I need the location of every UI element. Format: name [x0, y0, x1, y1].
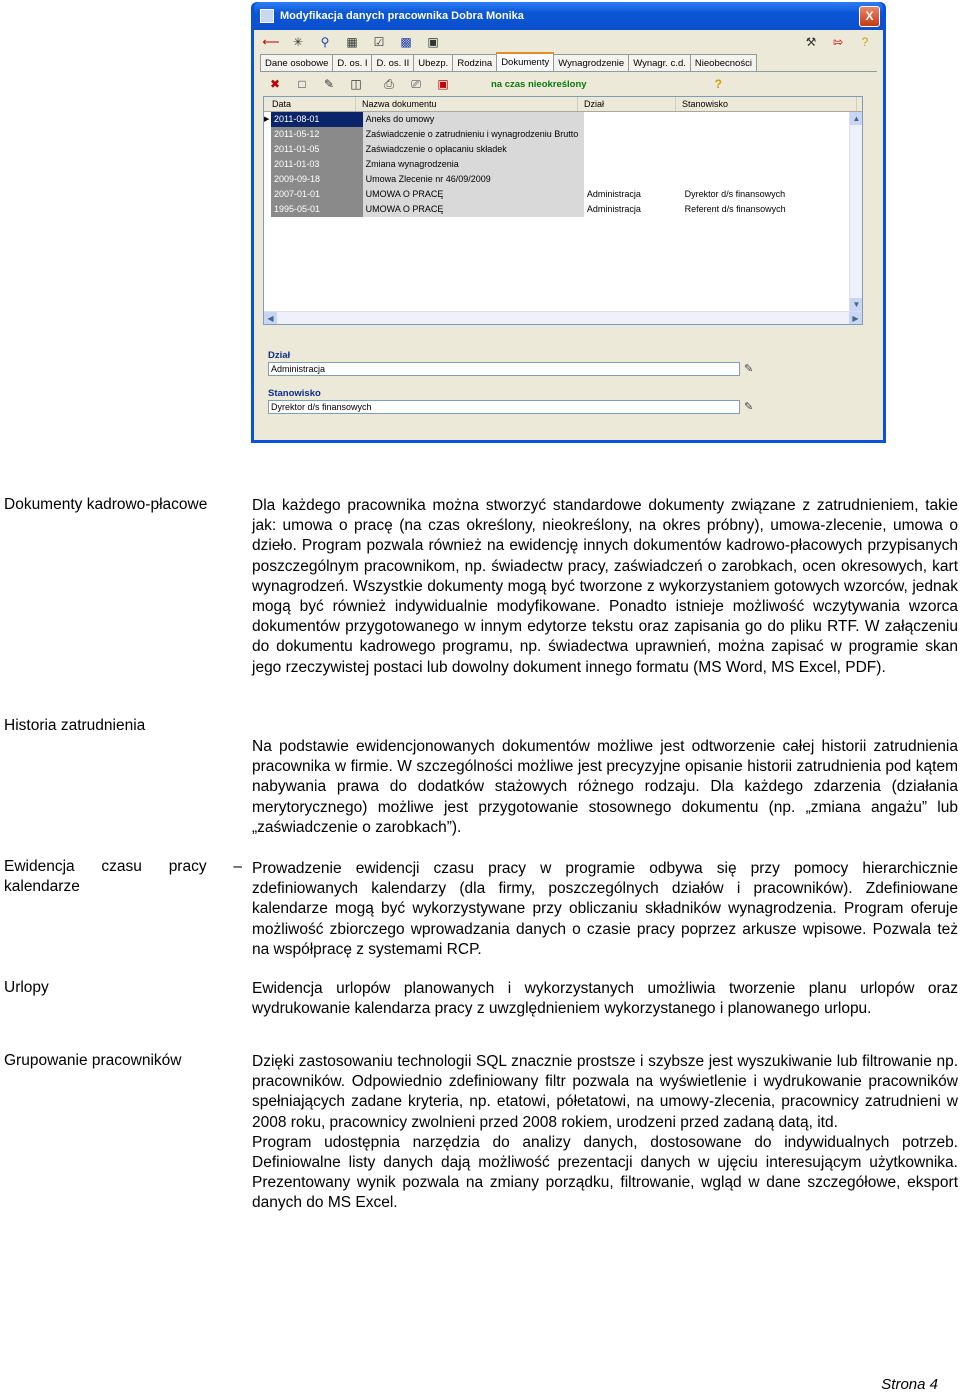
tab-d-os-2[interactable]: D. os. II [371, 54, 414, 71]
column-header-data[interactable]: Data [264, 97, 356, 111]
section-label-ewidencja: Ewidencja czasu pracy – kalendarze [4, 858, 242, 895]
scroll-left-icon[interactable]: ◀ [264, 312, 277, 325]
zoom-icon[interactable]: ⚲ [320, 35, 330, 49]
window-title-bar [254, 2, 883, 30]
cell-date[interactable]: 2011-01-05 [271, 142, 363, 157]
column-header-nazwa[interactable]: Nazwa dokumentu [356, 97, 578, 111]
scroll-up-icon[interactable]: ▲ [850, 112, 863, 125]
vertical-scrollbar[interactable] [849, 112, 862, 311]
section-text-dokumenty: Dla każdego pracownika można stworzyć standardowe dokumenty związane z zatrudnieniem, takie jak: umowa o pracę (na czas określony, nieokreślony, na okres próbny), umowa-zlecenie, umowa o dzieło. Program pozwala również na ewidencję innych dokumentów kadrowo-płacowych przypisanych poszczególnym pracownikom, np. świadectw pracy, zaświadczeń o zarobkach, ocen okresowych, kart wynagrodzeń. Wszystkie dokumenty mogą być tworzone z wykorzystaniem gotowych wzorców, jednak mogą być również indywidualnie modyfikowane. Ponadto istnieje możliwość wczytywania wzorca dokumentów przygotowanego w innym edytorze tekstu oraz zapisania go do pliku RTF. W załączeniu do dokumentu kadrowego programu, np. świadectwa uprawnień, można zapisać w programie skan jego rzeczywistej postaci lub dowolny dokument innego formatu (MS Word, MS Excel, PDF). [252, 497, 958, 676]
row-pointer-icon: ▶ [264, 116, 270, 123]
cell-date[interactable]: 2011-08-01 [271, 112, 363, 127]
contract-status-text: na czas nieokreślony [491, 78, 587, 90]
stanowisko-label: Stanowisko [268, 388, 321, 399]
window-title: Modyfikacja danych pracownika Dobra Monika [280, 10, 524, 22]
print-icon[interactable]: ⎙ [384, 77, 394, 91]
column-header-stanowisko[interactable]: Stanowisko [676, 97, 857, 111]
page-number: Strona 4 [881, 1376, 938, 1393]
cell-dzial[interactable]: Administracja [586, 204, 641, 214]
cell-date[interactable]: 2011-01-03 [271, 157, 363, 172]
cell-stanowisko[interactable]: Referent d/s finansowych [684, 204, 786, 214]
checklist-icon[interactable]: ☑ [373, 35, 385, 49]
cell-stanowisko[interactable] [682, 142, 862, 157]
dzial-picker-icon[interactable]: ✎ [744, 363, 754, 375]
dzial-label: Dział [268, 350, 291, 361]
stanowisko-picker-icon[interactable]: ✎ [744, 401, 754, 413]
main-toolbar [254, 32, 883, 52]
section-text-ewidencja: Prowadzenie ewidencji czasu pracy w programie odbywa się przy pomocy hierarchicznie zdefiniowanych kalendarzy (dla firmy, poszczególnych działów i pracowników). Zdefiniowane kalendarze mogą być wykorzystywane przy obliczaniu składników wynagrodzenia. Program oferuje możliwość zbiorczego wprowadzania danych o czasie pracy poprzez arkusze wpisowe. Pozwala też na współpracę z systemami RCP. [252, 860, 958, 958]
table-row[interactable] [264, 172, 862, 187]
print-preview-icon[interactable]: ⎚ [411, 77, 421, 91]
section-label-grupowanie: Grupowanie pracowników [4, 1052, 182, 1069]
cell-date[interactable]: 2011-05-12 [271, 127, 363, 142]
table-row[interactable] [264, 127, 862, 142]
cell-document-name[interactable]: Zaświadczenie o zatrudnieniu i wynagrodzeniu Brutto [363, 127, 584, 142]
window-body [254, 30, 883, 440]
cell-document-name[interactable]: Zmiana wynagrodzenia [363, 157, 584, 172]
chart-icon[interactable]: ▩ [400, 35, 412, 49]
cell-dzial[interactable] [584, 172, 682, 187]
grupowanie-paragraph-1: Dzięki zastosowaniu technologii SQL znacznie prostsze i szybsze jest wyszukiwanie lub filtrowanie np. pracowników. Odpowiednio zdefiniowany filtr pozwala na wyświetlenie i wydrukowanie pracowników spełniających zadane kryteria, np. etatowi, półetatowi, na umowy-zlecenia, pracownicy zatrudnieni w 2008 roku, pracownicy zwolnieni przed 2008 rokiem, urodzeni przed zadaną datą, itd. [252, 1053, 958, 1131]
tab-rodzina[interactable]: Rodzina [452, 54, 497, 71]
cell-stanowisko[interactable] [682, 112, 862, 127]
new-document-icon[interactable]: □ [298, 77, 306, 91]
tab-dokumenty[interactable]: Dokumenty [496, 52, 554, 71]
table-row[interactable] [264, 202, 862, 217]
stanowisko-field[interactable]: Dyrektor d/s finansowych [268, 400, 740, 414]
cell-document-name[interactable]: UMOWA O PRACĘ [363, 187, 584, 202]
column-header-dzial[interactable]: Dział [578, 97, 676, 111]
app-window [251, 2, 886, 443]
cell-stanowisko[interactable]: Dyrektor d/s finansowych [684, 189, 786, 199]
cell-document-name[interactable]: Umowa Zlecenie nr 46/09/2009 [363, 172, 584, 187]
grupowanie-paragraph-2: Program udostępnia narzędzia do analizy danych, dostosowane do indywidualnych potrzeb. Definiowalne listy danych dają możliwość prezentacji danych w ujęciu interesującym użytkownika. Prezentowany wynik pozwala na zmiany porządku, filtrowanie, wgląd w dane szczegółowe, eksport danych do MS Excel. [252, 1133, 958, 1212]
section-label-dokumenty: Dokumenty kadrowo-płacowe [4, 496, 208, 513]
cell-document-name[interactable]: Aneks do umowy [363, 112, 584, 127]
tab-wynagrodzenie[interactable]: Wynagrodzenie [553, 54, 629, 71]
table-row[interactable] [264, 112, 862, 127]
help-icon[interactable]: ? [861, 35, 869, 49]
delete-icon[interactable]: ✖ [269, 77, 281, 91]
image-icon[interactable]: ▣ [427, 35, 439, 49]
app-icon [260, 9, 274, 23]
section-text-grupowanie [252, 1052, 958, 1214]
cell-stanowisko[interactable] [682, 127, 862, 142]
exit-icon[interactable]: ⇰ [832, 35, 844, 49]
question-icon[interactable]: ? [714, 77, 722, 91]
grid-header [264, 97, 862, 112]
back-arrow-icon[interactable]: ⟵ [262, 35, 280, 49]
cell-date[interactable]: 2009-09-18 [271, 172, 363, 187]
section-label-urlopy: Urlopy [4, 979, 49, 996]
tab-wynagr-cd[interactable]: Wynagr. c.d. [628, 54, 691, 71]
horizontal-scrollbar[interactable] [264, 311, 862, 324]
cell-dzial[interactable] [584, 142, 682, 157]
tab-dane-osobowe[interactable]: Dane osobowe [260, 54, 333, 71]
section-text-urlopy: Ewidencja urlopów planowanych i wykorzystanych umożliwia tworzenie planu urlopów oraz wydrukowanie kalendarza pracy z uwzględnieniem wykorzystanego i planowanego urlopu. [252, 980, 958, 1018]
calendar-icon[interactable]: ▦ [346, 35, 358, 49]
pdf-icon[interactable]: ▣ [437, 77, 449, 91]
documents-grid [263, 96, 863, 325]
scroll-right-icon[interactable]: ▶ [849, 312, 862, 325]
cell-dzial[interactable] [584, 157, 682, 172]
dzial-field[interactable]: Administracja [268, 362, 740, 376]
table-row[interactable] [264, 142, 862, 157]
sparkle-icon[interactable]: ✳ [292, 35, 304, 49]
cell-document-name[interactable]: Zaświadczenie o opłacaniu składek [363, 142, 584, 157]
section-text-historia: Na podstawie ewidencjonowanych dokumentów możliwe jest odtworzenie całej historii zatrudnienia pracownika w firmie. W szczególności możliwe jest precyzyjne opisanie historii zatrudnienia pod kątem nabywania prawa do dodatków stażowych różnego rodzaju. Dla każdego zdarzenia (działania merytorycznego) możliwe jest przygotowanie stosownego dokumentu (np. „zmiana angażu” lub „zaświadczenie o zarobkach”). [252, 738, 958, 836]
cell-stanowisko[interactable] [682, 172, 862, 187]
cell-date[interactable]: 2007-01-01 [271, 187, 363, 202]
tab-ubezp[interactable]: Ubezp. [413, 54, 453, 71]
tab-bar [260, 54, 877, 72]
cell-dzial[interactable]: Administracja [586, 189, 641, 199]
cell-document-name[interactable]: UMOWA O PRACĘ [363, 202, 584, 217]
tab-nieobecnosci[interactable]: Nieobecności [690, 54, 757, 71]
cell-dzial[interactable] [584, 127, 682, 142]
edit-document-icon[interactable]: ✎ [323, 77, 335, 91]
tab-d-os-1[interactable]: D. os. I [332, 54, 372, 71]
tools-icon[interactable]: ⚒ [805, 35, 817, 49]
section-label-historia: Historia zatrudnienia [4, 717, 146, 734]
scroll-down-icon[interactable]: ▼ [850, 298, 863, 311]
cell-date[interactable]: 1995-05-01 [271, 202, 363, 217]
table-row[interactable] [264, 187, 862, 202]
close-button[interactable]: X [859, 6, 880, 27]
cell-stanowisko[interactable] [682, 157, 862, 172]
table-row[interactable] [264, 157, 862, 172]
documents-toolbar [254, 75, 883, 93]
documents-icon[interactable]: ◫ [350, 77, 362, 91]
cell-dzial[interactable] [584, 112, 682, 127]
